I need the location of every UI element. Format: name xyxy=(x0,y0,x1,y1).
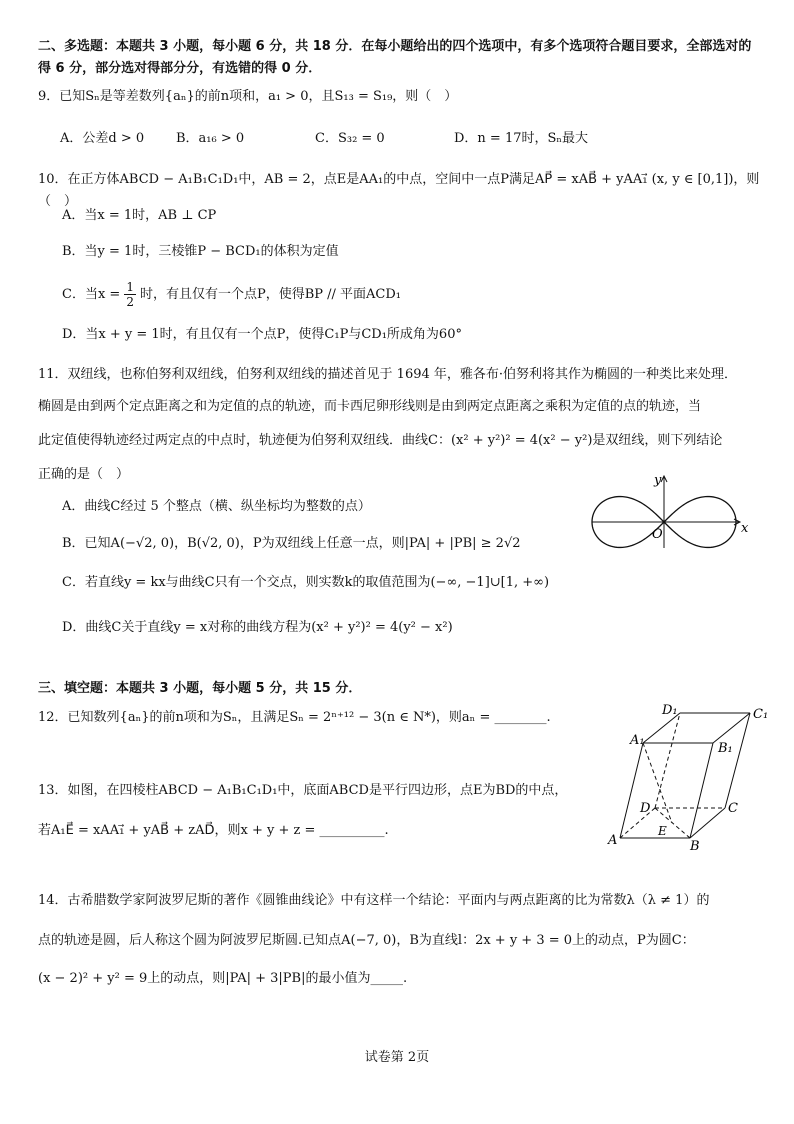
question-11-line-2: 椭圆是由到两个定点距离之和为定值的点的轨迹，而卡西尼卵形线则是由到两定点距离之乘积为定值的点的轨迹，当 xyxy=(38,399,702,414)
question-9-stem: 9．已知Sₙ是等差数列{aₙ}的前n项和，a₁ > 0，且S₁₃ = S₁₉，则（ ） xyxy=(38,89,458,104)
question-9-options xyxy=(60,127,740,149)
question-11-line-3: 此定值使得轨迹经过两定点的中点时，轨迹便为伯努利双纽线．曲线C：(x² + y²)² = 4(x² − y²)是双纽线，则下列结论 xyxy=(38,433,723,448)
edge-bc xyxy=(690,808,725,838)
point-label-e: E xyxy=(658,824,667,838)
question-11-option-a: A．曲线C经过 5 个整点（横、纵坐标均为整数的点） xyxy=(62,499,371,514)
question-9-option-a: A．公差d > 0 xyxy=(60,131,145,146)
question-10-option-c xyxy=(62,280,401,309)
question-11-option-c: C．若直线y = kx与曲线C只有一个交点，则实数k的取值范围为(−∞, −1]∪[1, +∞) xyxy=(62,575,550,590)
edge-cc1 xyxy=(725,713,750,808)
vertex-label-a: A xyxy=(608,833,618,848)
question-10-stem: 10．在正方体ABCD − A₁B₁C₁D₁中，AB = 2，点E是AA₁的中点，空间中一点P满足AP⃗ = xAB⃗ + yAA₁⃗ (x, y ∈ [0,1])，则（ ） xyxy=(38,172,760,209)
question-12-stem: 12．已知数列{aₙ}的前n项和为Sₙ，且满足Sₙ = 2ⁿ⁺¹² − 3(n ∈ N*)，则aₙ = ________. xyxy=(38,710,551,725)
vertex-label-c1: C₁ xyxy=(753,707,769,722)
vertex-label-d: D xyxy=(640,801,651,816)
edge-dd1-hidden xyxy=(655,713,680,808)
vertex-label-b: B xyxy=(690,839,700,850)
section-heading-fill-in: 三、填空题：本题共 3 小题，每小题 5 分，共 15 分． xyxy=(38,681,362,696)
section-heading-multiple-choice: 二、多选题：本题共 3 小题，每小题 6 分，共 18 分．在每小题给出的四个选项中，有多个选项符合题目要求，全部选对的得 6 分，部分选对得部分分，有选错的得 0 分． xyxy=(38,39,752,76)
question-14-line-3: (x − 2)² + y² = 9上的动点，则|PA| + 3|PB|的最小值为_____. xyxy=(38,971,408,986)
x-axis-label: x xyxy=(741,521,749,536)
question-10-option-a: A．当x = 1时，AB ⊥ CP xyxy=(62,208,217,223)
question-14-line-1: 14．古希腊数学家阿波罗尼斯的著作《圆锥曲线论》中有这样一个结论：平面内与两点距离的比为常数λ（λ ≠ 1）的 xyxy=(38,893,710,908)
question-13-line-2: 若A₁E⃗ = xAA₁⃗ + yAB⃗ + zAD⃗，则x + y + z = __________. xyxy=(38,823,389,838)
question-14-line-2: 点的轨迹是圆，后人称这个圆为阿波罗尼斯圆.已知点A(−7, 0)，B为直线l：2x + y + 3 = 0上的动点，P为圆C： xyxy=(38,933,695,948)
question-10-option-c-suffix: 时，有且仅有一个点P，使得BP // 平面ACD₁ xyxy=(139,286,401,302)
page-footer: 试卷第 2页 xyxy=(364,1050,430,1065)
vertex-label-c: C xyxy=(728,801,738,816)
edge-aa1 xyxy=(620,743,643,838)
question-9-option-c: C．S₃₂ = 0 xyxy=(315,131,385,146)
vertex-label-a1: A₁ xyxy=(630,733,645,748)
y-axis-label: y xyxy=(654,473,662,488)
question-11-option-d: D．曲线C关于直线y = x对称的曲线方程为(x² + y²)² = 4(y² − x²) xyxy=(62,620,453,635)
fraction-one-half xyxy=(124,280,136,309)
edge-bb1 xyxy=(690,743,713,838)
question-10-option-d: D．当x + y = 1时，有且仅有一个点P，使得C₁P与CD₁所成角为60° xyxy=(62,327,462,342)
question-10-option-c-prefix: C．当x = xyxy=(62,286,121,302)
lemniscate-figure xyxy=(590,470,750,550)
question-13-line-1: 13．如图，在四棱柱ABCD − A₁B₁C₁D₁中，底面ABCD是平行四边形，点E为BD的中点， xyxy=(38,783,568,798)
question-9-option-d: D．n = 17时，Sₙ最大 xyxy=(454,131,589,146)
origin-label: O xyxy=(652,527,663,542)
question-11-option-b: B．已知A(−√2, 0)，B(√2, 0)，P为双纽线上任意一点，则|PA| + |PB| ≥ 2√2 xyxy=(62,536,521,551)
vertex-label-b1: B₁ xyxy=(718,741,733,756)
question-11-line-1: 11．双纽线，也称伯努利双纽线，伯努利双纽线的描述首见于 1694 年，雅各布·伯努利将其作为椭圆的一种类比来处理． xyxy=(38,367,738,382)
fraction-denominator: 2 xyxy=(126,295,134,309)
vertex-label-d1: D₁ xyxy=(662,703,678,718)
question-11-line-4: 正确的是（ ） xyxy=(38,467,130,482)
prism-figure xyxy=(600,698,780,850)
edge-b1c1 xyxy=(713,713,750,743)
question-10-option-b: B．当y = 1时，三棱锥P − BCD₁的体积为定值 xyxy=(62,244,339,259)
fraction-numerator: 1 xyxy=(126,280,134,294)
question-9-option-b: B．a₁₆ > 0 xyxy=(176,131,245,146)
